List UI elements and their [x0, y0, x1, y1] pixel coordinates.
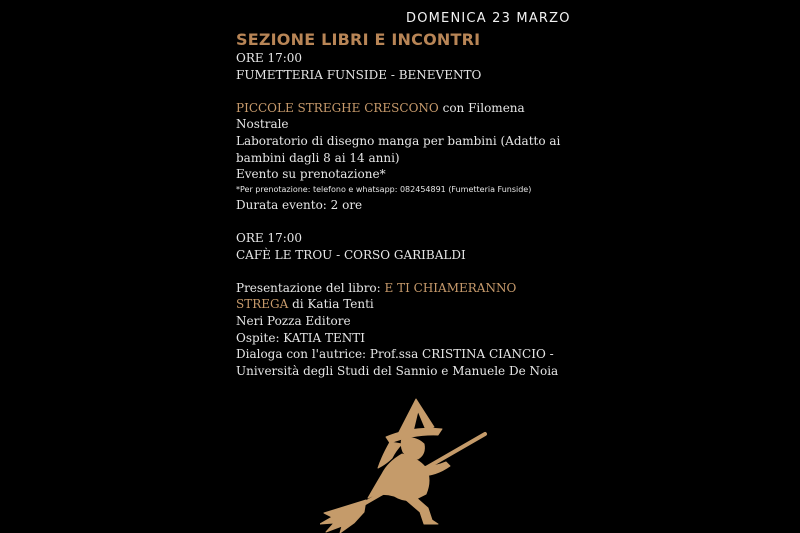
spacer — [236, 263, 566, 280]
event2-presentation-label: Presentazione del libro: — [236, 280, 381, 295]
event2-book-title-part1: E TI CHIAMERANNO — [384, 280, 517, 295]
event2-book-title-part2: STREGA — [236, 297, 289, 312]
event1-booking-note: *Per prenotazione: telefono e whatsapp: 082454891 (Fumetteria Funside) — [236, 184, 532, 194]
event1-description-line2: bambini dagli 8 ai 14 anni) — [236, 150, 400, 165]
event1-title-line — [236, 100, 566, 117]
section-title: SEZIONE LIBRI E INCONTRI — [236, 30, 481, 49]
event2-guest: Ospite: KATIA TENTI — [236, 330, 366, 345]
event1-venue: FUMETTERIA FUNSIDE - BENEVENTO — [236, 67, 482, 82]
event1-time: ORE 17:00 — [236, 51, 303, 65]
program-content — [236, 30, 566, 379]
event2-venue: CAFÈ LE TROU - CORSO GARIBALDI — [236, 247, 466, 262]
event2-dialogue-line2: Università degli Studi del Sannio e Manuele De Noia — [236, 363, 559, 378]
event1-with-name-cont: Nostrale — [236, 117, 289, 132]
spacer — [236, 83, 566, 100]
event2-presentation-line — [236, 280, 566, 297]
spacer — [236, 213, 566, 230]
event1-description-line1: Laboratorio di disegno manga per bambini (Adatto ai — [236, 133, 561, 148]
event2-dialogue-line1: Dialoga con l'autrice: Prof.ssa CRISTINA CIANCIO - — [236, 347, 554, 362]
witch-on-broom-icon — [320, 396, 490, 533]
event1-title: PICCOLE STREGHE CRESCONO — [236, 100, 439, 115]
event1-with: con Filomena — [442, 100, 525, 115]
event2-author: di Katia Tenti — [292, 297, 374, 312]
event1-booking: Evento su prenotazione* — [236, 167, 386, 182]
event2-time: ORE 17:00 — [236, 230, 303, 245]
event2-book-line2 — [236, 296, 566, 313]
event1-duration: Durata evento: 2 ore — [236, 197, 363, 212]
event-date: DOMENICA 23 MARZO — [406, 11, 571, 26]
event2-publisher: Neri Pozza Editore — [236, 313, 351, 328]
